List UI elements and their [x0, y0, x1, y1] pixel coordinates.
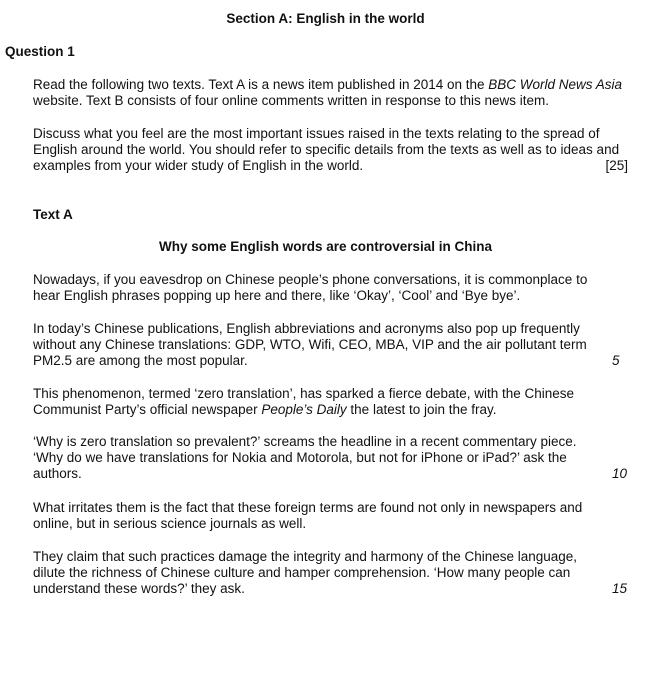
source-name: BBC World News Asia: [488, 77, 623, 92]
line-number-5: 5: [612, 353, 620, 368]
instruction-paragraph-1: [33, 77, 628, 109]
text-a-headline: Why some English words are controversial in China: [158, 239, 493, 254]
text-a-paragraph-1: Nowadays, if you eavesdrop on Chinese people’s phone conversations, it is commonplace to hear English phrases popping up here and there, like ‘Okay’, ‘Cool’ and ‘Bye bye’.: [33, 272, 588, 303]
instruction-paragraph-2: Discuss what you feel are the most important issues raised in the texts relating to the spread of English around the world. You should refer to specific details from the texts as well as to ideas and examples from your wider study of English in the world.: [33, 126, 620, 173]
instruction-text-part1: Read the following two texts. Text A is a news item published in 2014 on the: [33, 77, 489, 92]
section-title: Section A: English in the world: [226, 11, 425, 26]
paragraph-3-part1: This phenomenon, termed ‘zero translation’, has sparked a fierce debate, with the Chinese Communist Party’s official newspaper: [33, 386, 575, 417]
line-number-10: 10: [612, 466, 628, 481]
newspaper-name: People’s Daily: [261, 402, 347, 417]
text-a-paragraph-6: They claim that such practices damage the integrity and harmony of the Chinese language, dilute the richness of Chinese culture and hamper comprehension. ‘How many people can understand these words?’ they ask.: [33, 549, 578, 596]
line-number-15: 15: [612, 581, 628, 596]
text-a-paragraph-2: In today’s Chinese publications, English abbreviations and acronyms also pop up frequently without any Chinese translations: GDP, WTO, Wifi, CEO, MBA, VIP and the air pollutant term PM2.5 are among the most popular.: [33, 321, 587, 368]
text-a-paragraph-3: [33, 386, 595, 418]
paragraph-3-part2: the latest to join the fray.: [346, 402, 497, 417]
text-a-paragraph-4: ‘Why is zero translation so prevalent?’ screams the headline in a recent commentary piece. ‘Why do we have translations for Nokia and Motorola, but not for iPhone or iPad?’ ask the authors.: [33, 434, 577, 481]
marks-label: [25]: [605, 158, 628, 173]
text-a-label: Text A: [33, 207, 73, 222]
question-title: Question 1: [5, 44, 75, 59]
text-a-paragraph-5: What irritates them is the fact that these foreign terms are found not only in newspapers and online, but in serious science journals as well.: [33, 500, 583, 531]
instruction-text-part2: website. Text B consists of four online comments written in response to this news item.: [33, 93, 549, 108]
